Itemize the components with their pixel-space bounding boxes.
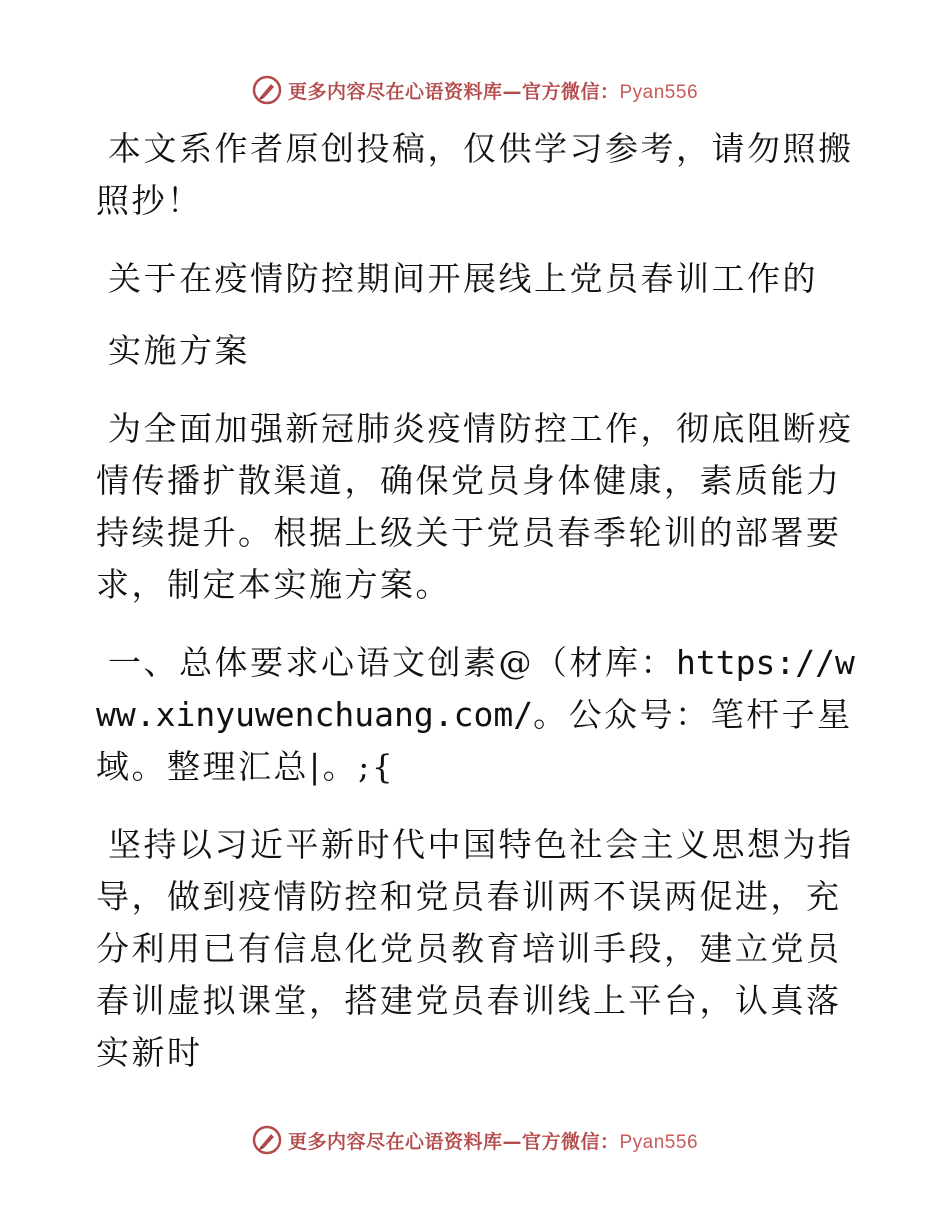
banner-official-label: 官方微信： — [521, 80, 620, 103]
section-1-suffix: 。公众号：笔杆子星域。整理汇总|。;{ — [96, 695, 853, 786]
document-title-line-1: 关于在疫情防控期间开展线上党员春训工作的 — [108, 259, 818, 298]
pen-logo-icon — [252, 75, 282, 105]
banner-official-label: 官方微信： — [521, 1130, 620, 1153]
banner-text — [288, 77, 698, 104]
banner-separator: — — [502, 1130, 522, 1153]
section-1-body: 坚持以习近平新时代中国特色社会主义思想为指导，做到疫情防控和党员春训两不误两促进，充分利用已有信息化党员教育培训手段，建立党员春训虚拟课堂，搭建党员春训线上平台，认真落实新时 — [96, 825, 854, 1072]
banner-separator: — — [502, 80, 522, 103]
document-body — [96, 123, 866, 1105]
header-banner — [0, 70, 950, 110]
intro-paragraph: 为全面加强新冠肺炎疫情防控工作，彻底阻断疫情传播扩散渠道，确保党员身体健康，素质能力持续提升。根据上级关于党员春季轮训的部署要求，制定本实施方案。 — [96, 409, 854, 604]
copyright-notice: 本文系作者原创投稿，仅供学习参考，请勿照搬照抄！ — [96, 129, 854, 220]
pen-logo-icon — [252, 1125, 282, 1155]
footer-banner — [0, 1120, 950, 1160]
section-1-prefix: 一、总体要求心语文创素@（材库： — [108, 643, 676, 682]
section-1-heading — [96, 637, 866, 793]
banner-wechat-id: Pyan556 — [619, 1131, 699, 1153]
banner-wechat-id: Pyan556 — [619, 81, 699, 103]
banner-site-name: 更多内容尽在心语资料库 — [287, 80, 503, 103]
banner-text — [288, 1127, 698, 1154]
section-1-url: https://www.xinyuwenchuang.com/ — [96, 643, 855, 734]
banner-site-name: 更多内容尽在心语资料库 — [287, 1130, 503, 1153]
document-title-line-2: 实施方案 — [108, 331, 250, 370]
